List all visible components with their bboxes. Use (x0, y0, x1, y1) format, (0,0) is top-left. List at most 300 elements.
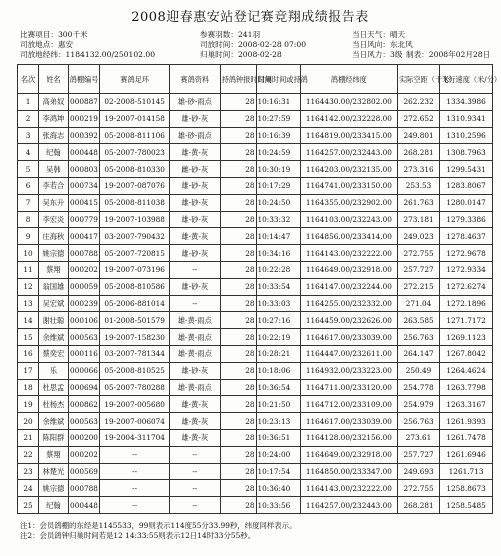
cell-arrival-time: 10:30:19 (256, 161, 300, 178)
cell-rank: 20 (18, 413, 39, 430)
cell-ring: -- (100, 446, 170, 463)
table-row (18, 345, 493, 362)
cell-arrival-time: 10:33:54 (256, 278, 300, 295)
cell-coordinates: 1164856.00/233414.00 (300, 228, 397, 245)
release-coordinates: 司放地经纬：1184132.00/250102.00 (20, 50, 156, 59)
cell-name: 吴东升 (39, 194, 69, 211)
cell-speed: 1272.9334 (440, 261, 493, 278)
cell-loft-id: 000788 (68, 245, 100, 262)
cell-distance: 257.727 (397, 261, 439, 278)
cell-coordinates: 1164447.00/232611.00 (300, 345, 397, 362)
cell-coordinates: 1164617.00/233039.00 (300, 413, 397, 430)
cell-bird-info: 雌-砂-灰 (169, 161, 220, 178)
cell-clock-day: 28 (220, 110, 256, 127)
cell-clock-day: 28 (220, 362, 256, 379)
cell-loft-id: 000066 (68, 362, 100, 379)
report-date: 制表：2008年02月28日 (406, 50, 491, 59)
cell-clock-day: 28 (220, 295, 256, 312)
table-row (18, 177, 493, 194)
cell-ring: 19-2007-073196 (100, 261, 170, 278)
cell-clock-day: 28 (220, 396, 256, 413)
cell-rank: 23 (18, 463, 39, 480)
cell-ring: 19-2007-087076 (100, 177, 170, 194)
cell-speed: 1299.5431 (440, 161, 493, 178)
cell-bird-info: 雄-黄-雨点 (169, 379, 220, 396)
cell-speed: 1261.6946 (440, 446, 493, 463)
cell-ring: -- (100, 497, 170, 514)
footnote-2: 注2：会员鸽钟归巢时间若是12 14:33:55则表示12日14时33分55秒。 (20, 531, 256, 540)
cell-name: 李宏炎 (39, 211, 69, 228)
cell-arrival-time: 10:18:06 (256, 362, 300, 379)
cell-name: 蔡奕宏 (39, 345, 69, 362)
cell-ring: 05-2008-810330 (100, 161, 170, 178)
cell-arrival-time: 10:27:59 (256, 110, 300, 127)
race-distance: 比赛项目：300千米 (20, 30, 88, 39)
cell-loft-id: 000788 (68, 480, 100, 497)
release-time: 司放时间：2008-02-28 07:00 (200, 40, 307, 49)
cell-speed: 1258.8673 (440, 480, 493, 497)
cell-bird-info: 雄-黄-灰 (169, 396, 220, 413)
col-header-distance: 实际空距（千米） (397, 65, 439, 94)
table-row (18, 94, 493, 111)
cell-name: 蔡翔 (39, 261, 69, 278)
cell-speed: 1272.9678 (440, 245, 493, 262)
cell-bird-info: -- (169, 261, 220, 278)
cell-coordinates: 1164143.00/232222.00 (300, 245, 397, 262)
cell-ring: 05-2008-810525 (100, 362, 170, 379)
cell-loft-id: 000779 (68, 211, 100, 228)
cell-name: 李若合 (39, 177, 69, 194)
cell-clock-day: 28 (220, 497, 256, 514)
cell-bird-info: 雄-黄-灰 (169, 144, 220, 161)
cell-loft-id: 000694 (68, 379, 100, 396)
cell-loft-id: 000417 (68, 228, 100, 245)
cell-coordinates: 1164741.00/233150.00 (300, 177, 397, 194)
cell-rank: 3 (18, 127, 39, 144)
cell-speed: 1334.3986 (440, 94, 493, 111)
cell-distance: 271.04 (397, 295, 439, 312)
cell-bird-info: 雄-黄-雨点 (169, 329, 220, 346)
cell-coordinates: 1164459.00/232626.00 (300, 312, 397, 329)
cell-loft-id: 000239 (68, 295, 100, 312)
cell-distance: 256.763 (397, 329, 439, 346)
cell-arrival-time: 10:21:50 (256, 396, 300, 413)
cell-bird-info: -- (169, 446, 220, 463)
cell-distance: 263.585 (397, 312, 439, 329)
release-location: 司放地点：惠安 (20, 40, 74, 49)
cell-speed: 1272.6274 (440, 278, 493, 295)
col-header-arrival: 归巢时间或持鸽 (256, 65, 300, 94)
cell-distance: 257.727 (397, 446, 439, 463)
cell-arrival-time: 10:33:03 (256, 295, 300, 312)
info-column-3 (352, 30, 413, 60)
cell-speed: 1264.4624 (440, 362, 493, 379)
cell-clock-day: 28 (220, 144, 256, 161)
cell-name: 高弟奴 (39, 94, 69, 111)
cell-rank: 16 (18, 345, 39, 362)
table-row (18, 312, 493, 329)
cell-arrival-time: 10:36:51 (256, 429, 300, 446)
cell-arrival-time: 10:36:40 (256, 480, 300, 497)
cell-arrival-time: 10:24:00 (256, 446, 300, 463)
cell-speed: 1263.7798 (440, 379, 493, 396)
cell-speed: 1267.8042 (440, 345, 493, 362)
cell-distance: 272.755 (397, 245, 439, 262)
cell-loft-id: 000569 (68, 463, 100, 480)
cell-arrival-time: 10:33:32 (256, 211, 300, 228)
table-row (18, 396, 493, 413)
cell-bird-info: 雄-黄-灰 (169, 429, 220, 446)
cell-bird-info: -- (169, 295, 220, 312)
col-header-rank: 名次 (18, 65, 39, 94)
cell-ring: 05-2007-780023 (100, 144, 170, 161)
cell-name: 杜思孟 (39, 379, 69, 396)
cell-clock-day: 28 (220, 127, 256, 144)
cell-bird-info: 雄-砂-灰 (169, 245, 220, 262)
cell-distance: 272.215 (397, 278, 439, 295)
table-row (18, 211, 493, 228)
cell-ring: 19-2007-006074 (100, 413, 170, 430)
cell-speed: 1272.1896 (440, 295, 493, 312)
cell-speed: 1261.9393 (440, 413, 493, 430)
cell-rank: 15 (18, 329, 39, 346)
cell-rank: 7 (18, 194, 39, 211)
cell-rank: 4 (18, 144, 39, 161)
cell-distance: 273.181 (397, 211, 439, 228)
cell-name: 乐 (39, 362, 69, 379)
cell-name: 姚宗德 (39, 245, 69, 262)
cell-speed: 1269.1123 (440, 329, 493, 346)
cell-arrival-time: 10:16:39 (256, 127, 300, 144)
cell-coordinates: 1164257.00/232443.00 (300, 497, 397, 514)
table-row (18, 362, 493, 379)
col-header-name: 姓名 (39, 65, 69, 94)
cell-distance: 254.778 (397, 379, 439, 396)
cell-clock-day: 28 (220, 94, 256, 111)
cell-ring: 03-2007-781344 (100, 345, 170, 362)
cell-distance: 268.281 (397, 144, 439, 161)
cell-loft-id: 000392 (68, 127, 100, 144)
cell-arrival-time: 10:17:29 (256, 177, 300, 194)
cell-loft-id: 000563 (68, 329, 100, 346)
cell-clock-day: 28 (220, 413, 256, 430)
cell-bird-info: 雄-砂-雨点 (169, 127, 220, 144)
cell-arrival-time: 10:28:21 (256, 345, 300, 362)
cell-distance: 249.023 (397, 228, 439, 245)
report-title: 2008迎春惠安站登记赛竞翔成绩报告表 (131, 10, 369, 25)
cell-rank: 13 (18, 295, 39, 312)
cell-coordinates: 1164819.00/233415.00 (300, 127, 397, 144)
cell-coordinates: 1164143.00/232222.00 (300, 480, 397, 497)
cell-name: 吴宏斌 (39, 295, 69, 312)
cell-arrival-time: 10:16:31 (256, 94, 300, 111)
cell-coordinates: 1164712.00/233109.00 (300, 396, 397, 413)
cell-arrival-time: 10:36:54 (256, 379, 300, 396)
cell-coordinates: 1164255.00/232332.00 (300, 295, 397, 312)
cell-coordinates: 1164617.00/233039.00 (300, 329, 397, 346)
entries-count: 参赛羽数：241羽 (200, 30, 261, 39)
cell-clock-day: 28 (220, 379, 256, 396)
cell-loft-id: 000803 (68, 161, 100, 178)
cell-loft-id: 000887 (68, 94, 100, 111)
cell-name: 林楚光 (39, 463, 69, 480)
table-body (18, 94, 493, 514)
cell-distance: 273.316 (397, 161, 439, 178)
cell-coordinates: 1164142.00/232228.00 (300, 110, 397, 127)
cell-distance: 256.763 (397, 413, 439, 430)
cell-clock-day: 28 (220, 463, 256, 480)
cell-loft-id: 000563 (68, 413, 100, 430)
cell-name: 庄海秋 (39, 228, 69, 245)
col-header-coordinates: 鸽棚经纬度 (300, 65, 397, 94)
cell-distance: 272.652 (397, 110, 439, 127)
cell-name: 张海志 (39, 127, 69, 144)
table-row (18, 446, 493, 463)
cell-speed: 1279.3386 (440, 211, 493, 228)
cell-clock-day: 28 (220, 261, 256, 278)
cell-loft-id: 000448 (68, 497, 100, 514)
cell-coordinates: 1164128.00/232156.00 (300, 429, 397, 446)
cell-speed: 1271.7172 (440, 312, 493, 329)
cell-ring: 05-2007-780288 (100, 379, 170, 396)
cell-ring: 01-2008-501579 (100, 312, 170, 329)
cell-loft-id: 000116 (68, 345, 100, 362)
cell-coordinates: 1164850.00/233347.00 (300, 463, 397, 480)
cell-arrival-time: 10:27:16 (256, 312, 300, 329)
info-column-2 (200, 30, 306, 60)
info-column-1 (20, 30, 155, 60)
cell-name: 李鸿坤 (39, 110, 69, 127)
results-table (17, 64, 501, 514)
col-header-loft-id: 鸽棚编号 (68, 65, 100, 94)
table-row (18, 295, 493, 312)
cell-rank: 22 (18, 446, 39, 463)
cell-coordinates: 1164932.00/233223.00 (300, 362, 397, 379)
cell-speed: 1278.4637 (440, 228, 493, 245)
table-row (18, 379, 493, 396)
cell-arrival-time: 10:23:13 (256, 413, 300, 430)
cell-rank: 12 (18, 278, 39, 295)
cell-arrival-time: 10:14:47 (256, 228, 300, 245)
cell-distance: 262.232 (397, 94, 439, 111)
cell-clock-day: 28 (220, 245, 256, 262)
cell-clock-day: 28 (220, 228, 256, 245)
cell-rank: 25 (18, 497, 39, 514)
cell-bird-info: 雄-砂-灰 (169, 177, 220, 194)
table-row (18, 161, 493, 178)
cell-bird-info: -- (169, 463, 220, 480)
cell-coordinates: 1164430.00/232802.00 (300, 94, 397, 111)
wind-force: 当日风力：3级 (352, 50, 403, 59)
cell-coordinates: 1164649.00/232918.00 (300, 261, 397, 278)
cell-distance: 261.763 (397, 194, 439, 211)
cell-clock-day: 28 (220, 345, 256, 362)
cell-arrival-time: 10:33:56 (256, 497, 300, 514)
cell-distance: 268.281 (397, 497, 439, 514)
wind-direction: 当日风向：东北风 (352, 40, 413, 49)
cell-distance: 249.693 (397, 463, 439, 480)
cell-rank: 11 (18, 261, 39, 278)
cell-bird-info: -- (169, 480, 220, 497)
cell-arrival-time: 10:22:19 (256, 329, 300, 346)
cell-speed: 1280.0147 (440, 194, 493, 211)
cell-ring: -- (100, 480, 170, 497)
cell-bird-info: 雄-砂-灰 (169, 110, 220, 127)
cell-arrival-time: 10:34:16 (256, 245, 300, 262)
cell-rank: 17 (18, 362, 39, 379)
table-row (18, 497, 493, 514)
cell-name: 余维斌 (39, 329, 69, 346)
cell-speed: 1263.3167 (440, 396, 493, 413)
cell-ring: 19-2007-103988 (100, 211, 170, 228)
cell-ring: 19-2007-014158 (100, 110, 170, 127)
cell-bird-info: -- (169, 497, 220, 514)
cell-loft-id: 000200 (68, 429, 100, 446)
weather: 当日天气：晴天 (352, 30, 406, 39)
cell-distance: 273.61 (397, 429, 439, 446)
cell-ring: 05-2007-720815 (100, 245, 170, 262)
cell-distance: 253.53 (397, 177, 439, 194)
cell-loft-id: 000059 (68, 278, 100, 295)
footnotes (20, 521, 296, 541)
cell-name: 余维斌 (39, 413, 69, 430)
cell-coordinates: 1164203.00/232135.00 (300, 161, 397, 178)
cell-loft-id: 000448 (68, 144, 100, 161)
cell-clock-day: 28 (220, 194, 256, 211)
cell-name: 陈阳群 (39, 429, 69, 446)
table-row (18, 480, 493, 497)
cell-clock-day: 28 (220, 211, 256, 228)
cell-name: 吴韩 (39, 161, 69, 178)
cell-rank: 1 (18, 94, 39, 111)
footnote-1: 注1：会员鸽棚的东经是1145533，99则表示114度55分33.99秒，纬度同样表示。 (20, 521, 297, 530)
cell-arrival-time: 10:17:54 (256, 463, 300, 480)
cell-bird-info: 雄-黄-雨点 (169, 345, 220, 362)
cell-speed: 1258.5485 (440, 497, 493, 514)
table-row (18, 429, 493, 446)
cell-clock-day: 28 (220, 446, 256, 463)
cell-bird-info: 雄-砂-灰 (169, 362, 220, 379)
cell-distance: 272.755 (397, 480, 439, 497)
cell-bird-info: 雄-黄-雨点 (169, 312, 220, 329)
cell-distance: 254.979 (397, 396, 439, 413)
cell-coordinates: 1164711.00/233120.00 (300, 379, 397, 396)
cell-speed: 1310.2596 (440, 127, 493, 144)
col-header-clock-time: 持鸽钟报时时间 (220, 65, 256, 94)
cell-distance: 264.147 (397, 345, 439, 362)
cell-loft-id: 000415 (68, 194, 100, 211)
cell-coordinates: 1164257.00/232443.00 (300, 144, 397, 161)
table-row (18, 228, 493, 245)
cell-rank: 24 (18, 480, 39, 497)
cell-speed: 1261.7478 (440, 429, 493, 446)
cell-coordinates: 1164147.00/232244.00 (300, 278, 397, 295)
cell-speed: 1283.8067 (440, 177, 493, 194)
cell-clock-day: 28 (220, 177, 256, 194)
cell-distance: 249.801 (397, 127, 439, 144)
cell-ring: 02-2008-510145 (100, 94, 170, 111)
cell-loft-id: 000219 (68, 110, 100, 127)
table-row (18, 278, 493, 295)
cell-name: 蔡翔 (39, 446, 69, 463)
cell-name: 谢壮聪 (39, 312, 69, 329)
cell-name: 姚宗德 (39, 480, 69, 497)
cell-rank: 2 (18, 110, 39, 127)
return-date: 归巢时间：2008-02-28 (200, 50, 282, 59)
cell-ring: 05-2008-811038 (100, 194, 170, 211)
table-row (18, 413, 493, 430)
cell-coordinates: 1164649.00/232918.00 (300, 446, 397, 463)
cell-speed: 1310.9341 (440, 110, 493, 127)
cell-speed: 1308.7963 (440, 144, 493, 161)
cell-bird-info: 雄-砂-灰 (169, 194, 220, 211)
cell-bird-info: 雄-砂-雨点 (169, 94, 220, 111)
table-row (18, 144, 493, 161)
cell-loft-id: 000734 (68, 177, 100, 194)
cell-ring: -- (100, 463, 170, 480)
cell-rank: 19 (18, 396, 39, 413)
cell-coordinates: 1164103.00/232243.00 (300, 211, 397, 228)
cell-clock-day: 28 (220, 480, 256, 497)
cell-bird-info: 雄-砂-灰 (169, 278, 220, 295)
cell-clock-day: 28 (220, 278, 256, 295)
cell-name: 杜杨杰 (39, 396, 69, 413)
cell-rank: 6 (18, 177, 39, 194)
cell-clock-day: 28 (220, 312, 256, 329)
cell-ring: 05-2006-881014 (100, 295, 170, 312)
cell-rank: 10 (18, 245, 39, 262)
col-header-bird-info: 赛鸽资料 (169, 65, 220, 94)
col-header-speed: 飞行速度（米/分） (440, 65, 493, 94)
cell-ring: 05-2008-810586 (100, 278, 170, 295)
table-row (18, 127, 493, 144)
cell-arrival-time: 10:24:50 (256, 194, 300, 211)
table-row (18, 245, 493, 262)
cell-rank: 14 (18, 312, 39, 329)
cell-bird-info: 雄-砂-灰 (169, 211, 220, 228)
table-row (18, 463, 493, 480)
cell-ring: 19-2004-311704 (100, 429, 170, 446)
cell-clock-day: 28 (220, 429, 256, 446)
cell-name: 纪翰 (39, 144, 69, 161)
cell-rank: 9 (18, 228, 39, 245)
cell-rank: 5 (18, 161, 39, 178)
table-row (18, 261, 493, 278)
cell-rank: 8 (18, 211, 39, 228)
table-header-row (18, 65, 493, 94)
col-header-ring: 赛鸽足环 (100, 65, 170, 94)
cell-coordinates: 1164355.00/232902.00 (300, 194, 397, 211)
cell-bird-info: 雄-黄-灰 (169, 413, 220, 430)
cell-speed: 1261.713 (440, 463, 493, 480)
cell-name: 纪翰 (39, 497, 69, 514)
cell-loft-id: 000862 (68, 396, 100, 413)
cell-ring: 19-2007-005680 (100, 396, 170, 413)
cell-bird-info: 雄-黄-灰 (169, 228, 220, 245)
cell-clock-day: 28 (220, 161, 256, 178)
cell-rank: 21 (18, 429, 39, 446)
cell-distance: 250.49 (397, 362, 439, 379)
cell-name: 翁国雄 (39, 278, 69, 295)
cell-arrival-time: 10:24:59 (256, 144, 300, 161)
cell-arrival-time: 10:22:28 (256, 261, 300, 278)
cell-rank: 18 (18, 379, 39, 396)
cell-loft-id: 000106 (68, 312, 100, 329)
cell-ring: 05-2008-811106 (100, 127, 170, 144)
table-row (18, 194, 493, 211)
cell-ring: 19-2007-158230 (100, 329, 170, 346)
table-row (18, 110, 493, 127)
